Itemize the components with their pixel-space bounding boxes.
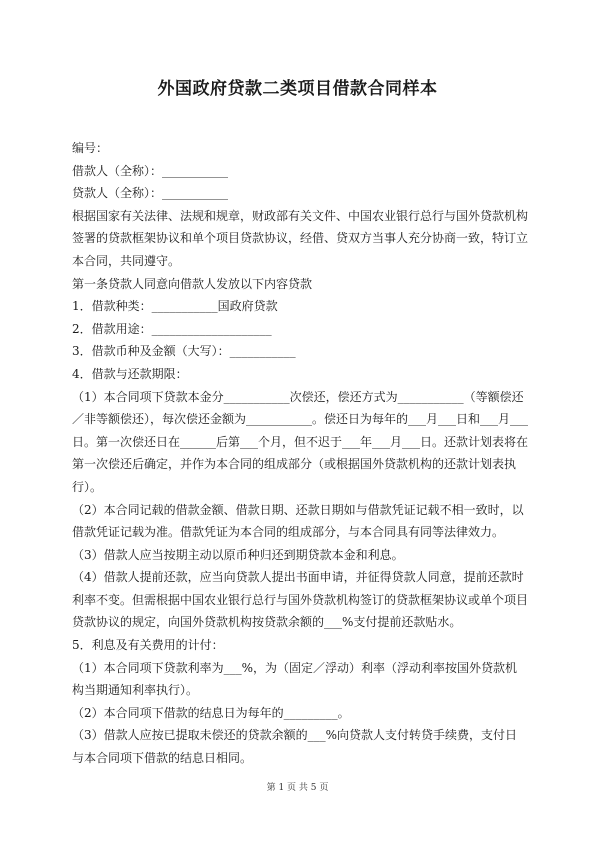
interest-heading: 5．利息及有关费用的计付： <box>72 638 224 653</box>
article-one-heading: 第一条贷款人同意向借款人发放以下内容贷款 <box>72 276 313 291</box>
loan-purpose-line: 2．借款用途：____________________ <box>72 321 272 336</box>
page-number: 第 1 页 共 5 页 <box>266 783 329 793</box>
contract-number-line: 编号： <box>72 141 109 155</box>
loan-term-heading: 4．借款与还款期限： <box>72 366 188 381</box>
clause-loan-voucher: （2）本合同记载的借款金额、借款日期、还款日期如与借款凭证记载不相一致时，以借款凭证记载为准。借款凭证为本合同的组成部分，与本合同具有同等法律效力。 <box>72 502 524 540</box>
clause-repay-on-time: （3）借款人应当按期主动以原币种归还到期贷款本金和利息。 <box>72 547 404 562</box>
clause-early-repayment: （4）借款人提前还款，应当向贷款人提出书面申请，并征得贷款人同意，提前还款时利率不变。但需根据中国农业银行总行与国外贷款机构签订的贷款框架协议或单个项目贷款协议的规定，向国外贷款机构按贷款余额的___%支付提前还款贴水。 <box>72 570 529 630</box>
clause-settlement-date: （2）本合同项下借款的结息日为每年的_________。 <box>72 705 350 720</box>
lender-line: 贷款人（全称）：___________ <box>72 186 229 201</box>
borrower-line: 借款人（全称）：___________ <box>72 163 229 178</box>
clause-repayment-schedule: （1）本合同项下贷款本金分___________次偿还，偿还方式为___________（等额偿还／非等额偿还），每次偿还金额为___________。偿还日为每年的___月___日和___月___日。第一次偿还日在______后第___个月，但不迟于___年___月___日。还款计划表将在第一次偿还后确定，并作为本合同的组成部分（或根据国外贷款机构的还款计划表执行）。 <box>72 389 529 494</box>
preamble-paragraph: 根据国家有关法律、法规和规章，财政部有关文件、中国农业银行总行与国外贷款机构签署的贷款框架协议和单个项目贷款协议，经借、贷双方当事人充分协商一致，特订立本合同，共同遵守。 <box>72 208 529 268</box>
clause-handling-fee: （3）借款人应按已提取未偿还的贷款余额的___%向贷款人支付转贷手续费，支付日与本合同项下借款的结息日相同。 <box>72 728 518 766</box>
document-body <box>72 137 528 770</box>
clause-interest-rate: （1）本合同项下贷款利率为___%，为（固定／浮动）利率（浮动利率按国外贷款机构当期通知利率执行）。 <box>72 660 518 698</box>
loan-currency-line: 3．借款币种及金额（大写）：___________ <box>72 344 296 359</box>
loan-type-line: 1．借款种类：___________国政府贷款 <box>72 299 278 314</box>
document-title: 外国政府贷款二类项目借款合同样本 <box>157 79 438 99</box>
